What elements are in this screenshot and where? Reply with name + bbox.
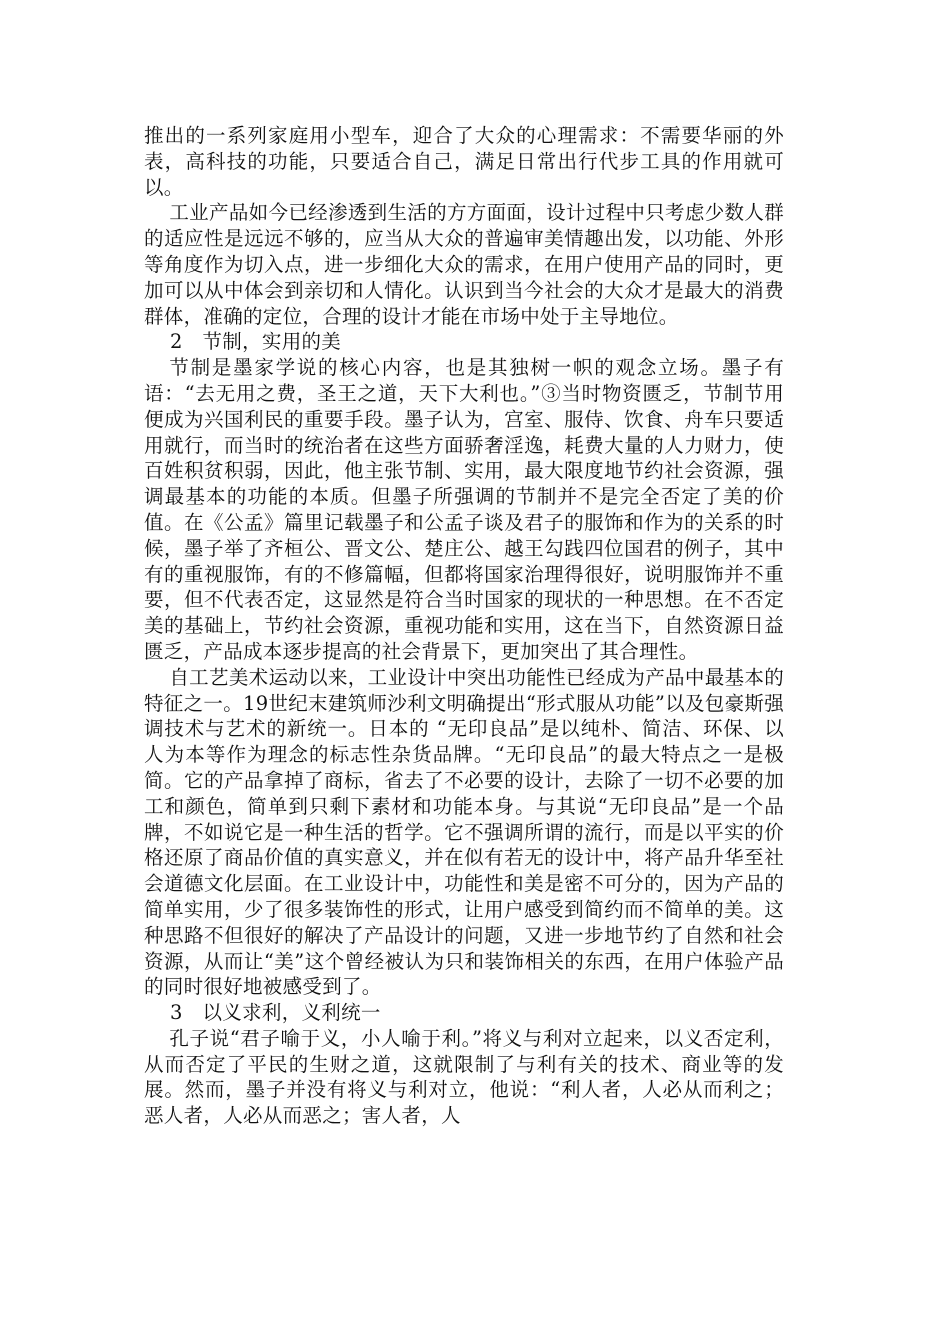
section-heading-2: 2 节制，实用的美 bbox=[170, 330, 342, 354]
body-text bbox=[144, 123, 784, 1129]
section-heading-3: 3 以义求利，义利统一 bbox=[170, 1001, 381, 1025]
paragraph-continuation: 推出的一系列家庭用小型车，迎合了大众的心理需求：不需要华丽的外表，高科技的功能，只要适合自己，满足日常出行代步工具的作用就可以。 bbox=[144, 124, 784, 199]
paragraph-functionality: 自工艺美术运动以来，工业设计中突出功能性已经成为产品中最基本的特征之一。19世纪末建筑师沙利文明确提出“形式服从功能”以及包豪斯强调技术与艺术的新统一。日本的 “无印良品”是以纯朴、简洁、环保、以人为本等作为理念的标志性杂货品牌。“无印良品”的最大特点之一是极简。它的产品拿掉了商标，省去了不必要的设计，去除了一切不必要的加工和颜色，简单到只剩下素材和功能本身。与其说“无印良品”是一个品牌，不如说它是一种生活的哲学。它不强调所谓的流行，而是以平实的价格还原了商品价值的真实意义，并在似有若无的设计中，将产品升华至社会道德文化层面。在工业设计中，功能性和美是密不可分的，因为产品的简单实用，少了很多装饰性的形式，让用户感受到简约而不简单的美。这种思路不但很好的解决了产品设计的问题，又进一步地节约了自然和社会资源，从而让“美”这个曾经被认为只和装饰相关的东西，在用户体验产品的同时很好地被感受到了。 bbox=[144, 665, 784, 999]
paragraph-moderation: 节制是墨家学说的核心内容，也是其独树一帜的观念立场。墨子有语：“去无用之费，圣王之道，天下大利也。”③当时物资匮乏，节制节用便成为兴国利民的重要手段。墨子认为，宫室、服侍、饮食、舟车只要适用就行，而当时的统治者在这些方面骄奢淫逸，耗费大量的人力财力，使百姓积贫积弱，因此，他主张节制、实用，最大限度地节约社会资源，强调最基本的功能的本质。但墨子所强调的节制并不是完全否定了美的价值。在《公孟》篇里记载墨子和公孟子谈及君子的服饰和作为的关系的时候，墨子举了齐桓公、晋文公、楚庄公、越王勾践四位国君的例子，其中有的重视服饰，有的不修篇幅，但都将国家治理得很好，说明服饰并不重要，但不代表否定，这显然是符合当时国家的现状的一种思想。在不否定美的基础上，节约社会资源，重视功能和实用，这在当下，自然资源日益匮乏，产品成本逐步提高的社会背景下，更加突出了其合理性。 bbox=[144, 356, 784, 663]
paragraph-target-audience: 工业产品如今已经渗透到生活的方方面面，设计过程中只考虑少数人群的适应性是远远不够的，应当从大众的普遍审美情趣出发，以功能、外形等角度作为切入点，进一步细化大众的需求，在用户使用产品的同时，更加可以从中体会到亲切和人情化。认识到当今社会的大众才是最大的消费群体，准确的定位，合理的设计才能在市场中处于主导地位。 bbox=[144, 201, 784, 328]
paragraph-righteousness-profit: 孔子说“君子喻于义，小人喻于利。”将义与利对立起来，以义否定利，从而否定了平民的生财之道，这就限制了与利有关的技术、商业等的发展。然而，墨子并没有将义与利对立，他说：“利人者，人必从而利之；恶人者，人必从而恶之；害人者，人 bbox=[144, 1026, 784, 1128]
